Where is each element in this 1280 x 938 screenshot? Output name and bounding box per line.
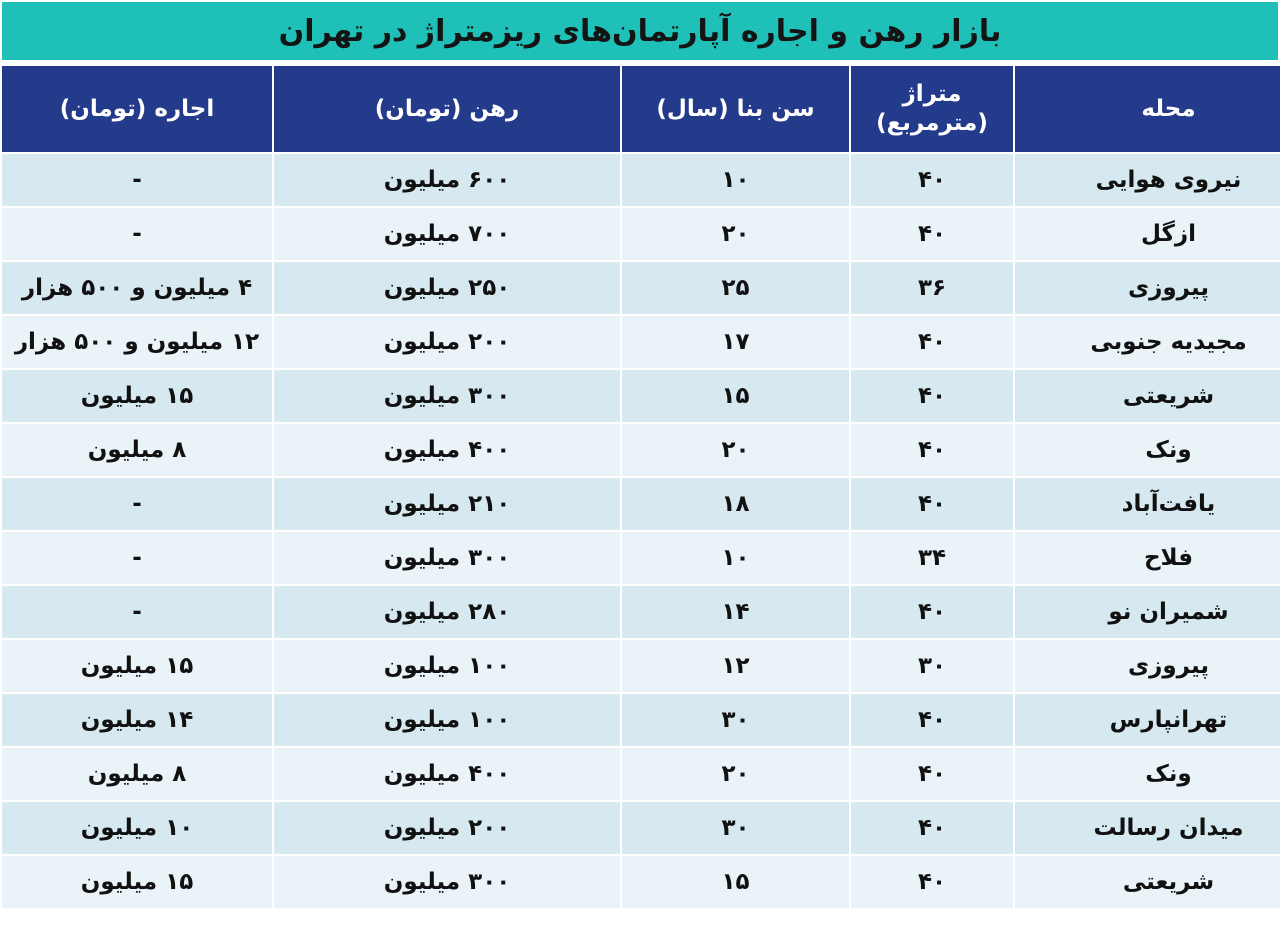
cell-size: ۴۰ bbox=[851, 370, 1013, 422]
cell-area: ازگل bbox=[1015, 208, 1280, 260]
cell-size: ۴۰ bbox=[851, 856, 1013, 908]
cell-age: ۲۰ bbox=[622, 424, 849, 476]
cell-rent: - bbox=[2, 532, 272, 584]
cell-deposit: ۱۰۰ میلیون bbox=[274, 640, 620, 692]
cell-size: ۳۰ bbox=[851, 640, 1013, 692]
table-row bbox=[2, 748, 1280, 800]
cell-age: ۳۰ bbox=[622, 694, 849, 746]
header-rent: اجاره (تومان) bbox=[2, 66, 272, 152]
cell-deposit: ۴۰۰ میلیون bbox=[274, 748, 620, 800]
header-age: سن بنا (سال) bbox=[622, 66, 849, 152]
cell-area: شمیران نو bbox=[1015, 586, 1280, 638]
cell-deposit: ۳۰۰ میلیون bbox=[274, 532, 620, 584]
table-row bbox=[2, 208, 1280, 260]
table-row bbox=[2, 316, 1280, 368]
cell-size: ۴۰ bbox=[851, 478, 1013, 530]
cell-deposit: ۲۱۰ میلیون bbox=[274, 478, 620, 530]
cell-rent: ۸ میلیون bbox=[2, 748, 272, 800]
header-size-line2: (مترمربع) bbox=[876, 110, 988, 136]
cell-deposit: ۲۰۰ میلیون bbox=[274, 316, 620, 368]
cell-age: ۱۸ bbox=[622, 478, 849, 530]
title-bar bbox=[2, 2, 1278, 60]
page-title: بازار رهن و اجاره آپارتمان‌های ریزمتراژ در تهران bbox=[278, 13, 1002, 49]
cell-age: ۱۷ bbox=[622, 316, 849, 368]
cell-area: شریعتی bbox=[1015, 370, 1280, 422]
cell-age: ۱۵ bbox=[622, 856, 849, 908]
cell-rent: ۱۰ میلیون bbox=[2, 802, 272, 854]
cell-deposit: ۷۰۰ میلیون bbox=[274, 208, 620, 260]
header-area: محله bbox=[1015, 66, 1280, 152]
cell-size: ۴۰ bbox=[851, 208, 1013, 260]
cell-age: ۲۰ bbox=[622, 748, 849, 800]
cell-deposit: ۴۰۰ میلیون bbox=[274, 424, 620, 476]
header-deposit: رهن (تومان) bbox=[274, 66, 620, 152]
table-row bbox=[2, 802, 1280, 854]
cell-rent: ۱۵ میلیون bbox=[2, 640, 272, 692]
cell-area: یافت‌آباد bbox=[1015, 478, 1280, 530]
table-row bbox=[2, 262, 1280, 314]
cell-age: ۱۲ bbox=[622, 640, 849, 692]
cell-rent: ۸ میلیون bbox=[2, 424, 272, 476]
cell-size: ۳۴ bbox=[851, 532, 1013, 584]
cell-size: ۳۶ bbox=[851, 262, 1013, 314]
table-header-row bbox=[2, 66, 1280, 152]
cell-size: ۴۰ bbox=[851, 424, 1013, 476]
cell-area: تهرانپارس bbox=[1015, 694, 1280, 746]
table-row bbox=[2, 586, 1280, 638]
cell-area: مجیدیه جنوبی bbox=[1015, 316, 1280, 368]
cell-area: پیروزی bbox=[1015, 262, 1280, 314]
table-row bbox=[2, 424, 1280, 476]
cell-size: ۴۰ bbox=[851, 154, 1013, 206]
cell-deposit: ۱۰۰ میلیون bbox=[274, 694, 620, 746]
cell-age: ۲۰ bbox=[622, 208, 849, 260]
table-row bbox=[2, 640, 1280, 692]
table-row bbox=[2, 856, 1280, 908]
cell-size: ۴۰ bbox=[851, 316, 1013, 368]
cell-rent: ۱۵ میلیون bbox=[2, 370, 272, 422]
table-row bbox=[2, 694, 1280, 746]
table-row bbox=[2, 478, 1280, 530]
cell-rent: ۴ میلیون و ۵۰۰ هزار bbox=[2, 262, 272, 314]
cell-deposit: ۲۵۰ میلیون bbox=[274, 262, 620, 314]
cell-area: شریعتی bbox=[1015, 856, 1280, 908]
cell-rent: - bbox=[2, 154, 272, 206]
cell-area: ونک bbox=[1015, 748, 1280, 800]
table-row bbox=[2, 154, 1280, 206]
cell-rent: ۱۴ میلیون bbox=[2, 694, 272, 746]
header-size-line1: متراژ bbox=[902, 81, 962, 108]
cell-size: ۴۰ bbox=[851, 802, 1013, 854]
cell-age: ۱۰ bbox=[622, 154, 849, 206]
cell-deposit: ۳۰۰ میلیون bbox=[274, 856, 620, 908]
cell-size: ۴۰ bbox=[851, 586, 1013, 638]
header-size bbox=[851, 66, 1013, 152]
cell-age: ۳۰ bbox=[622, 802, 849, 854]
cell-age: ۱۵ bbox=[622, 370, 849, 422]
cell-area: میدان رسالت bbox=[1015, 802, 1280, 854]
cell-rent: ۱۵ میلیون bbox=[2, 856, 272, 908]
table-row bbox=[2, 532, 1280, 584]
cell-deposit: ۳۰۰ میلیون bbox=[274, 370, 620, 422]
cell-area: فلاح bbox=[1015, 532, 1280, 584]
cell-deposit: ۶۰۰ میلیون bbox=[274, 154, 620, 206]
cell-rent: - bbox=[2, 208, 272, 260]
cell-age: ۱۴ bbox=[622, 586, 849, 638]
cell-deposit: ۲۰۰ میلیون bbox=[274, 802, 620, 854]
table-row bbox=[2, 370, 1280, 422]
cell-rent: - bbox=[2, 586, 272, 638]
cell-rent: ۱۲ میلیون و ۵۰۰ هزار bbox=[2, 316, 272, 368]
cell-area: پیروزی bbox=[1015, 640, 1280, 692]
table-body bbox=[2, 154, 1280, 908]
cell-age: ۱۰ bbox=[622, 532, 849, 584]
cell-age: ۲۵ bbox=[622, 262, 849, 314]
rent-table bbox=[0, 64, 1280, 910]
cell-size: ۴۰ bbox=[851, 694, 1013, 746]
cell-area: نیروی هوایی bbox=[1015, 154, 1280, 206]
cell-deposit: ۲۸۰ میلیون bbox=[274, 586, 620, 638]
cell-rent: - bbox=[2, 478, 272, 530]
cell-size: ۴۰ bbox=[851, 748, 1013, 800]
cell-area: ونک bbox=[1015, 424, 1280, 476]
